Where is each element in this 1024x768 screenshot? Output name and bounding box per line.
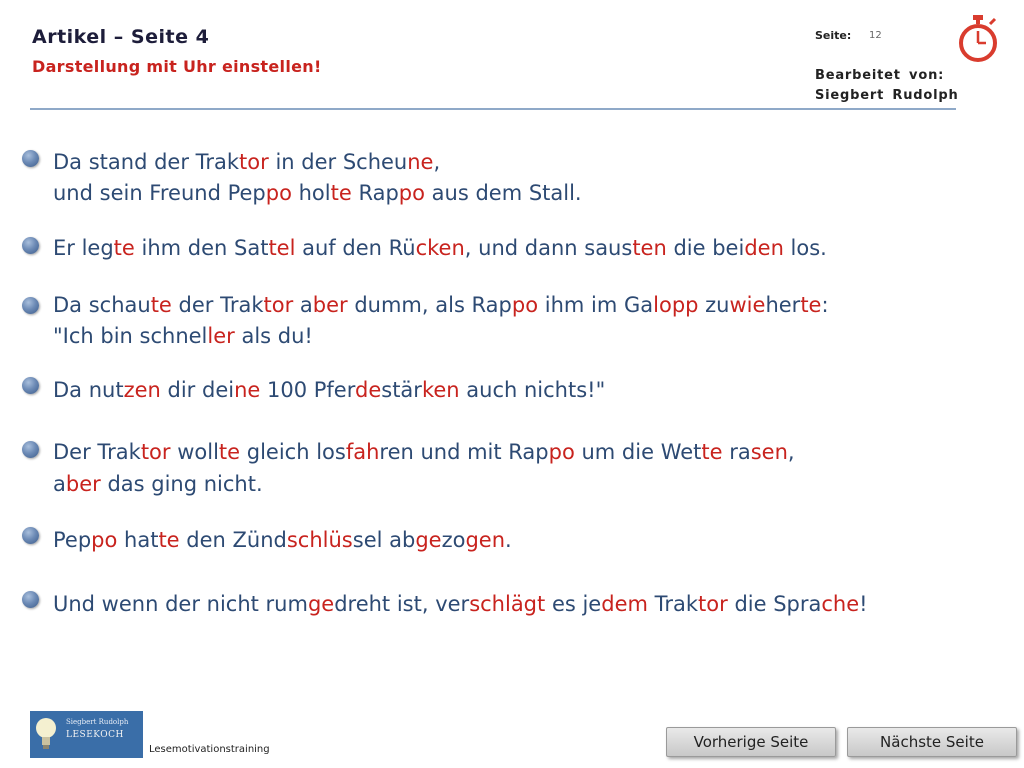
highlighted-syllable: po	[398, 181, 425, 205]
text-segment: los.	[783, 236, 827, 260]
stopwatch-icon[interactable]	[955, 14, 1001, 64]
highlighted-syllable: po	[265, 181, 292, 205]
highlighted-syllable: schlüs	[286, 528, 353, 552]
highlighted-syllable: ne	[234, 378, 261, 402]
text-segment: !	[859, 592, 868, 616]
highlighted-syllable: dem	[601, 592, 648, 616]
highlighted-syllable: fah	[345, 440, 380, 464]
text-segment: zu	[698, 293, 730, 317]
text-segment: das ging nicht.	[100, 472, 263, 496]
text-line	[53, 290, 829, 320]
highlighted-syllable: ten	[632, 236, 667, 260]
highlighted-syllable: tor	[239, 150, 269, 174]
text-segment: Da schau	[53, 293, 151, 317]
logo-line1: Siegbert Rudolph	[66, 718, 129, 726]
highlighted-syllable: ber	[312, 293, 348, 317]
text-segment: ra	[722, 440, 751, 464]
page-label: Seite:	[815, 29, 852, 42]
text-segment: dir dei	[160, 378, 235, 402]
text-segment: es je	[545, 592, 602, 616]
highlighted-syllable: te	[158, 528, 180, 552]
editor-name: Siegbert Rudolph	[815, 88, 959, 103]
text-segment: auch nichts!"	[459, 378, 606, 402]
highlighted-syllable: ge	[307, 592, 335, 616]
footer-label: Lesemotivationstraining	[149, 744, 270, 755]
text-segment: stär	[381, 378, 422, 402]
text-segment: :	[821, 293, 829, 317]
text-segment: auf den Rü	[295, 236, 416, 260]
text-segment: Pep	[53, 528, 92, 552]
highlighted-syllable: te	[701, 440, 723, 464]
text-segment: ren und mit Rap	[379, 440, 549, 464]
text-segment: und sein Freund Pep	[53, 181, 266, 205]
bullet-icon	[22, 441, 39, 458]
text-segment: 100 Pfer	[260, 378, 355, 402]
text-segment: hat	[117, 528, 159, 552]
text-segment: Trak	[647, 592, 699, 616]
text-segment: Da nut	[53, 378, 124, 402]
bullet-icon	[22, 591, 39, 608]
text-segment: a	[53, 472, 66, 496]
text-segment: dreht ist, ver	[334, 592, 470, 616]
bullet-icon	[22, 150, 39, 167]
text-line	[53, 147, 440, 177]
text-segment: Da stand der Trak	[53, 150, 240, 174]
editor-label: Bearbeitet von:	[815, 68, 945, 83]
lesekoch-logo	[30, 711, 143, 758]
header-divider	[30, 108, 956, 110]
text-segment: um die Wet	[574, 440, 702, 464]
page-title: Artikel – Seite 4	[32, 26, 210, 48]
highlighted-syllable: ler	[207, 324, 235, 348]
text-segment: als du!	[234, 324, 313, 348]
text-line	[53, 321, 313, 351]
page-number: 12	[869, 30, 882, 41]
text-segment: ihm im Ga	[538, 293, 654, 317]
highlighted-syllable: ne	[407, 150, 434, 174]
highlighted-syllable: te	[218, 440, 241, 464]
bullet-icon	[22, 377, 39, 394]
text-segment: Er leg	[53, 236, 114, 260]
text-segment: "Ich bin schnel	[53, 324, 208, 348]
page-subtitle: Darstellung mit Uhr einstellen!	[32, 57, 322, 76]
text-segment: zo	[441, 528, 466, 552]
text-segment: woll	[170, 440, 219, 464]
text-segment: die bei	[666, 236, 745, 260]
highlighted-syllable: po	[91, 528, 118, 552]
highlighted-syllable: den	[744, 236, 784, 260]
next-page-button[interactable]: Nächste Seite	[847, 727, 1017, 757]
text-line	[53, 233, 827, 263]
highlighted-syllable: te	[800, 293, 822, 317]
text-segment: sel ab	[352, 528, 416, 552]
text-line	[53, 437, 795, 467]
highlighted-syllable: ber	[65, 472, 101, 496]
highlighted-syllable: gen	[465, 528, 506, 552]
highlighted-syllable: ge	[415, 528, 442, 552]
text-segment: hol	[291, 181, 331, 205]
bullet-icon	[22, 237, 39, 254]
highlighted-syllable: sen	[750, 440, 788, 464]
highlighted-syllable: wie	[729, 293, 766, 317]
bullet-icon	[22, 297, 39, 314]
highlighted-syllable: cken	[415, 236, 465, 260]
text-segment: der Trak	[171, 293, 264, 317]
text-segment: dumm, als Rap	[347, 293, 512, 317]
logo-line2: LESEKOCH	[66, 730, 124, 740]
text-segment: gleich los	[240, 440, 346, 464]
text-segment: .	[505, 528, 512, 552]
text-segment: Rap	[351, 181, 399, 205]
highlighted-syllable: che	[821, 592, 860, 616]
text-segment: her	[765, 293, 801, 317]
text-segment: ,	[433, 150, 441, 174]
highlighted-syllable: te	[330, 181, 352, 205]
text-line	[53, 178, 582, 208]
highlighted-syllable: lopp	[653, 293, 699, 317]
previous-page-button[interactable]: Vorherige Seite	[666, 727, 836, 757]
highlighted-syllable: tel	[268, 236, 296, 260]
text-segment: ,	[787, 440, 795, 464]
text-line	[53, 589, 868, 619]
text-line	[53, 375, 605, 405]
bullet-icon	[22, 527, 39, 544]
text-segment: die Spra	[727, 592, 822, 616]
text-line	[53, 525, 512, 555]
text-segment: a	[293, 293, 313, 317]
text-segment: in der Scheu	[268, 150, 408, 174]
text-segment: Der Trak	[53, 440, 141, 464]
highlighted-syllable: po	[548, 440, 575, 464]
highlighted-syllable: zen	[123, 378, 161, 402]
highlighted-syllable: de	[355, 378, 382, 402]
highlighted-syllable: tor	[263, 293, 294, 317]
highlighted-syllable: po	[511, 293, 539, 317]
text-segment: aus dem Stall.	[424, 181, 582, 205]
highlighted-syllable: ken	[421, 378, 460, 402]
text-segment: den Zünd	[179, 528, 287, 552]
highlighted-syllable: te	[113, 236, 135, 260]
highlighted-syllable: tor	[140, 440, 171, 464]
highlighted-syllable: schlägt	[469, 592, 546, 616]
highlighted-syllable: te	[150, 293, 172, 317]
text-segment: , und dann saus	[464, 236, 633, 260]
text-segment: Und wenn der nicht rum	[53, 592, 308, 616]
highlighted-syllable: tor	[698, 592, 728, 616]
text-segment: ihm den Sat	[134, 236, 269, 260]
text-line	[53, 469, 263, 499]
